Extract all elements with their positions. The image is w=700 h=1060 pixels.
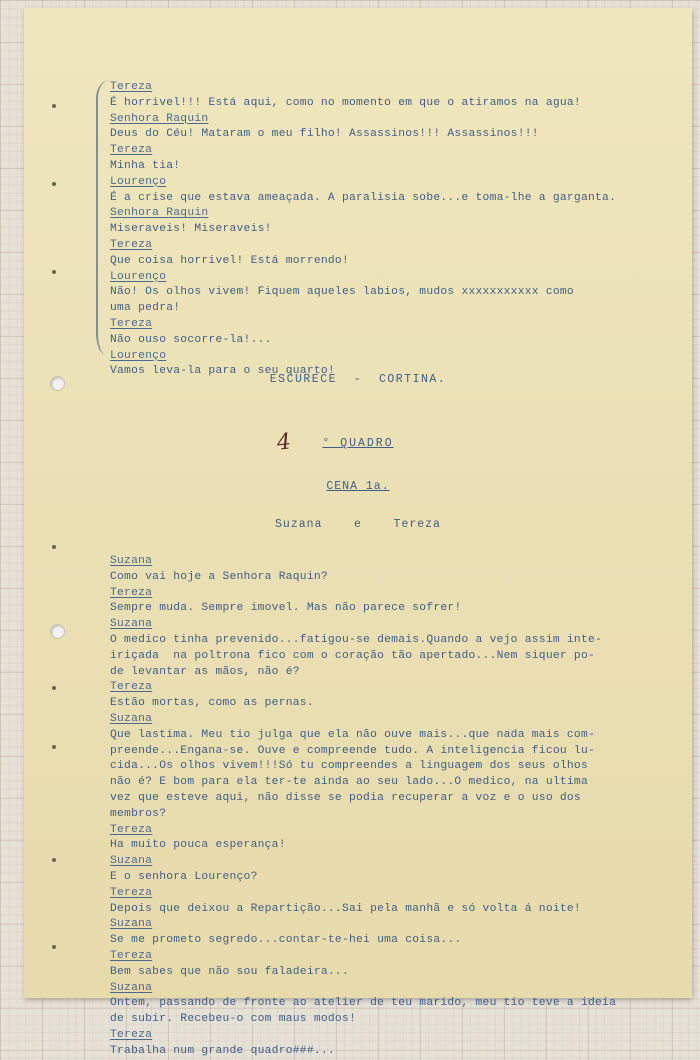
quadro-heading: ° QUADRO [322, 437, 394, 450]
margin-dot [52, 182, 56, 186]
dialogue-line: É horrivel!!! Está aqui, como no momento em que o atiramos na agua! [110, 96, 581, 109]
speaker-name: Suzana [110, 918, 153, 931]
speaker-name: Tereza [110, 586, 153, 599]
speaker-name: Tereza [110, 681, 153, 694]
dialogue-line: Se me prometo segredo...contar-te-hei uma coisa... [110, 934, 462, 947]
dialogue-line: preende...Engana-se. Ouve e compreende tudo. A inteligencia ficou lu- [110, 744, 596, 757]
speaker-name: Tereza [110, 1028, 153, 1041]
speaker-name: Tereza [110, 81, 153, 93]
speaker-name: Senhora Raquin [110, 207, 209, 220]
dialogue-line: Miseraveis! Miseraveis! [110, 223, 272, 236]
dialogue-line: Vamos leva-la para o seu quarto! [110, 365, 335, 378]
dialogue-line: vez que esteve aqui, não disse se podia recuperar a voz e o uso dos [110, 791, 581, 804]
dialogue-line: Sempre muda. Sempre imovel. Mas não parece sofrer! [110, 602, 462, 615]
dialogue-line: Estão mortas, como as pernas. [110, 697, 314, 710]
dialogue-line: Não! Os olhos vivem! Fiquem aqueles labios, mudos xxxxxxxxxxx como [110, 286, 574, 299]
dialogue-line: Como vai hoje a Senhora Raquin? [110, 570, 328, 583]
dialogue-line: cida...Os olhos vivem!!!Só tu compreendes a linguagem dos seus olhos [110, 760, 588, 773]
speaker-name: Suzana [110, 712, 153, 725]
dialogue-line: Bem sabes que não sou faladeira... [110, 965, 349, 978]
speaker-name: Tereza [110, 238, 153, 251]
margin-dot [52, 686, 56, 690]
dialogue-line: Que lastima. Meu tio julga que ela não ouve mais...que nada mais com- [110, 728, 596, 741]
margin-dot [52, 270, 56, 274]
characters-line: Suzana e Tereza [275, 518, 441, 531]
dialogue-line: O medico tinha prevenido...fatigou-se demais.Quando a vejo assim inte- [110, 633, 603, 646]
dialogue-line: Ontem, passando de fronte ao atelier de teu marido, meu tio teve a ideia [110, 997, 617, 1010]
speaker-name: Lourenço [110, 349, 167, 362]
margin-dot [52, 858, 56, 862]
speaker-name: Lourenço [110, 270, 167, 283]
dialogue-line: E o senhora Lourenço? [110, 870, 258, 883]
speaker-name: Suzana [110, 618, 153, 631]
speaker-name: Tereza [110, 949, 153, 962]
dialogue-line: Depois que deixou a Repartição...Sai pela manhã e só volta á noite! [110, 902, 581, 915]
margin-dot [52, 104, 56, 108]
dialogue-line: Não ouso socorre-la!... [110, 333, 272, 346]
speaker-name: Tereza [110, 317, 153, 330]
speaker-name: Lourenço [110, 175, 167, 188]
dialogue-line: Trabalha num grande quadro###... [110, 1044, 335, 1057]
speaker-name: Senhora Raquin [110, 112, 209, 125]
speaker-name: Tereza [110, 144, 153, 157]
cena-heading: CENA 1a. [326, 480, 390, 493]
punch-hole [50, 624, 65, 639]
dialogue-line: Deus do Céu! Mataram o meu filho! Assassinos!!! Assassinos!!! [110, 128, 539, 141]
dialogue-line: membros? [110, 807, 167, 820]
stage-direction: ESCURECE - CORTINA. [269, 373, 447, 386]
margin-dot [52, 545, 56, 549]
speaker-name: Tereza [110, 886, 153, 899]
speaker-name: Suzana [110, 855, 153, 868]
dialogue-line: É a crise que estava ameaçada. A paralisia sobe...e toma-lhe a garganta. [110, 191, 617, 204]
speaker-name: Tereza [110, 823, 153, 836]
dialogue-line: Que coisa horrivel! Está morrendo! [110, 254, 349, 267]
dialogue-line: uma pedra! [110, 302, 181, 315]
dialogue-block-top [110, 80, 670, 380]
dialogue-line: iriçada na poltrona fico com o coração tão apertado...Nem siquer po- [110, 649, 596, 662]
margin-dot [52, 945, 56, 949]
dialogue-line: Ha muito pouca esperança! [110, 839, 286, 852]
dialogue-block-bottom [110, 554, 670, 1060]
dialogue-line: Minha tia! [110, 159, 181, 172]
margin-dot [52, 745, 56, 749]
dialogue-line: não é? E bom para ela ter-te ainda ao seu lado...O medico, na ultima [110, 776, 588, 789]
handwritten-quadro-number: 4 [275, 429, 293, 456]
dialogue-line: de levantar as mãos, não é? [110, 665, 300, 678]
dialogue-line: de subir. Recebeu-o com maus modos! [110, 1013, 357, 1026]
speaker-name: Suzana [110, 981, 153, 994]
speaker-name: Suzana [110, 555, 153, 567]
